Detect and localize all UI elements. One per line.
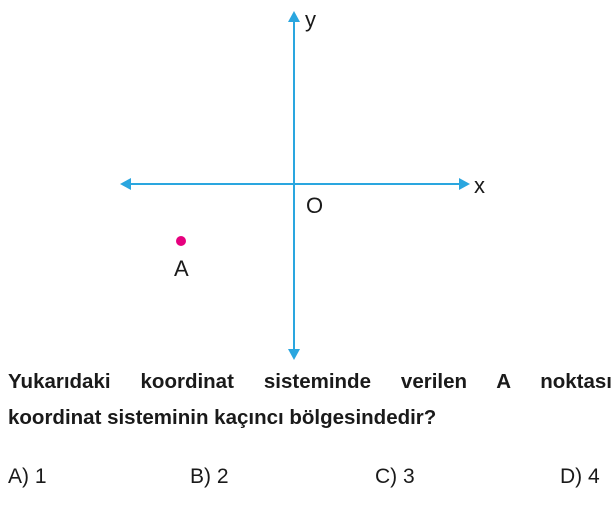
x-axis-left-arrow-icon	[120, 178, 131, 190]
question-line-2: koordinat sisteminin kaçıncı bölgesindedir?	[8, 406, 437, 429]
question-text	[8, 364, 612, 436]
option-b[interactable]: B) 2	[190, 465, 229, 488]
option-d[interactable]: D) 4	[560, 465, 600, 488]
point-a	[176, 236, 186, 246]
origin-label: O	[306, 193, 324, 218]
option-c[interactable]: C) 3	[375, 465, 415, 488]
answer-options	[8, 465, 608, 495]
option-a[interactable]: A) 1	[8, 465, 47, 488]
question-line-1: Yukarıdaki koordinat sisteminde verilen A noktası	[8, 370, 612, 393]
point-a-label: A	[174, 256, 189, 281]
x-axis-right-arrow-icon	[459, 178, 470, 190]
y-axis-label: y	[305, 7, 316, 32]
x-axis-label: x	[474, 173, 485, 198]
y-axis-top-arrow-icon	[288, 11, 300, 22]
y-axis-bottom-arrow-icon	[288, 349, 300, 360]
